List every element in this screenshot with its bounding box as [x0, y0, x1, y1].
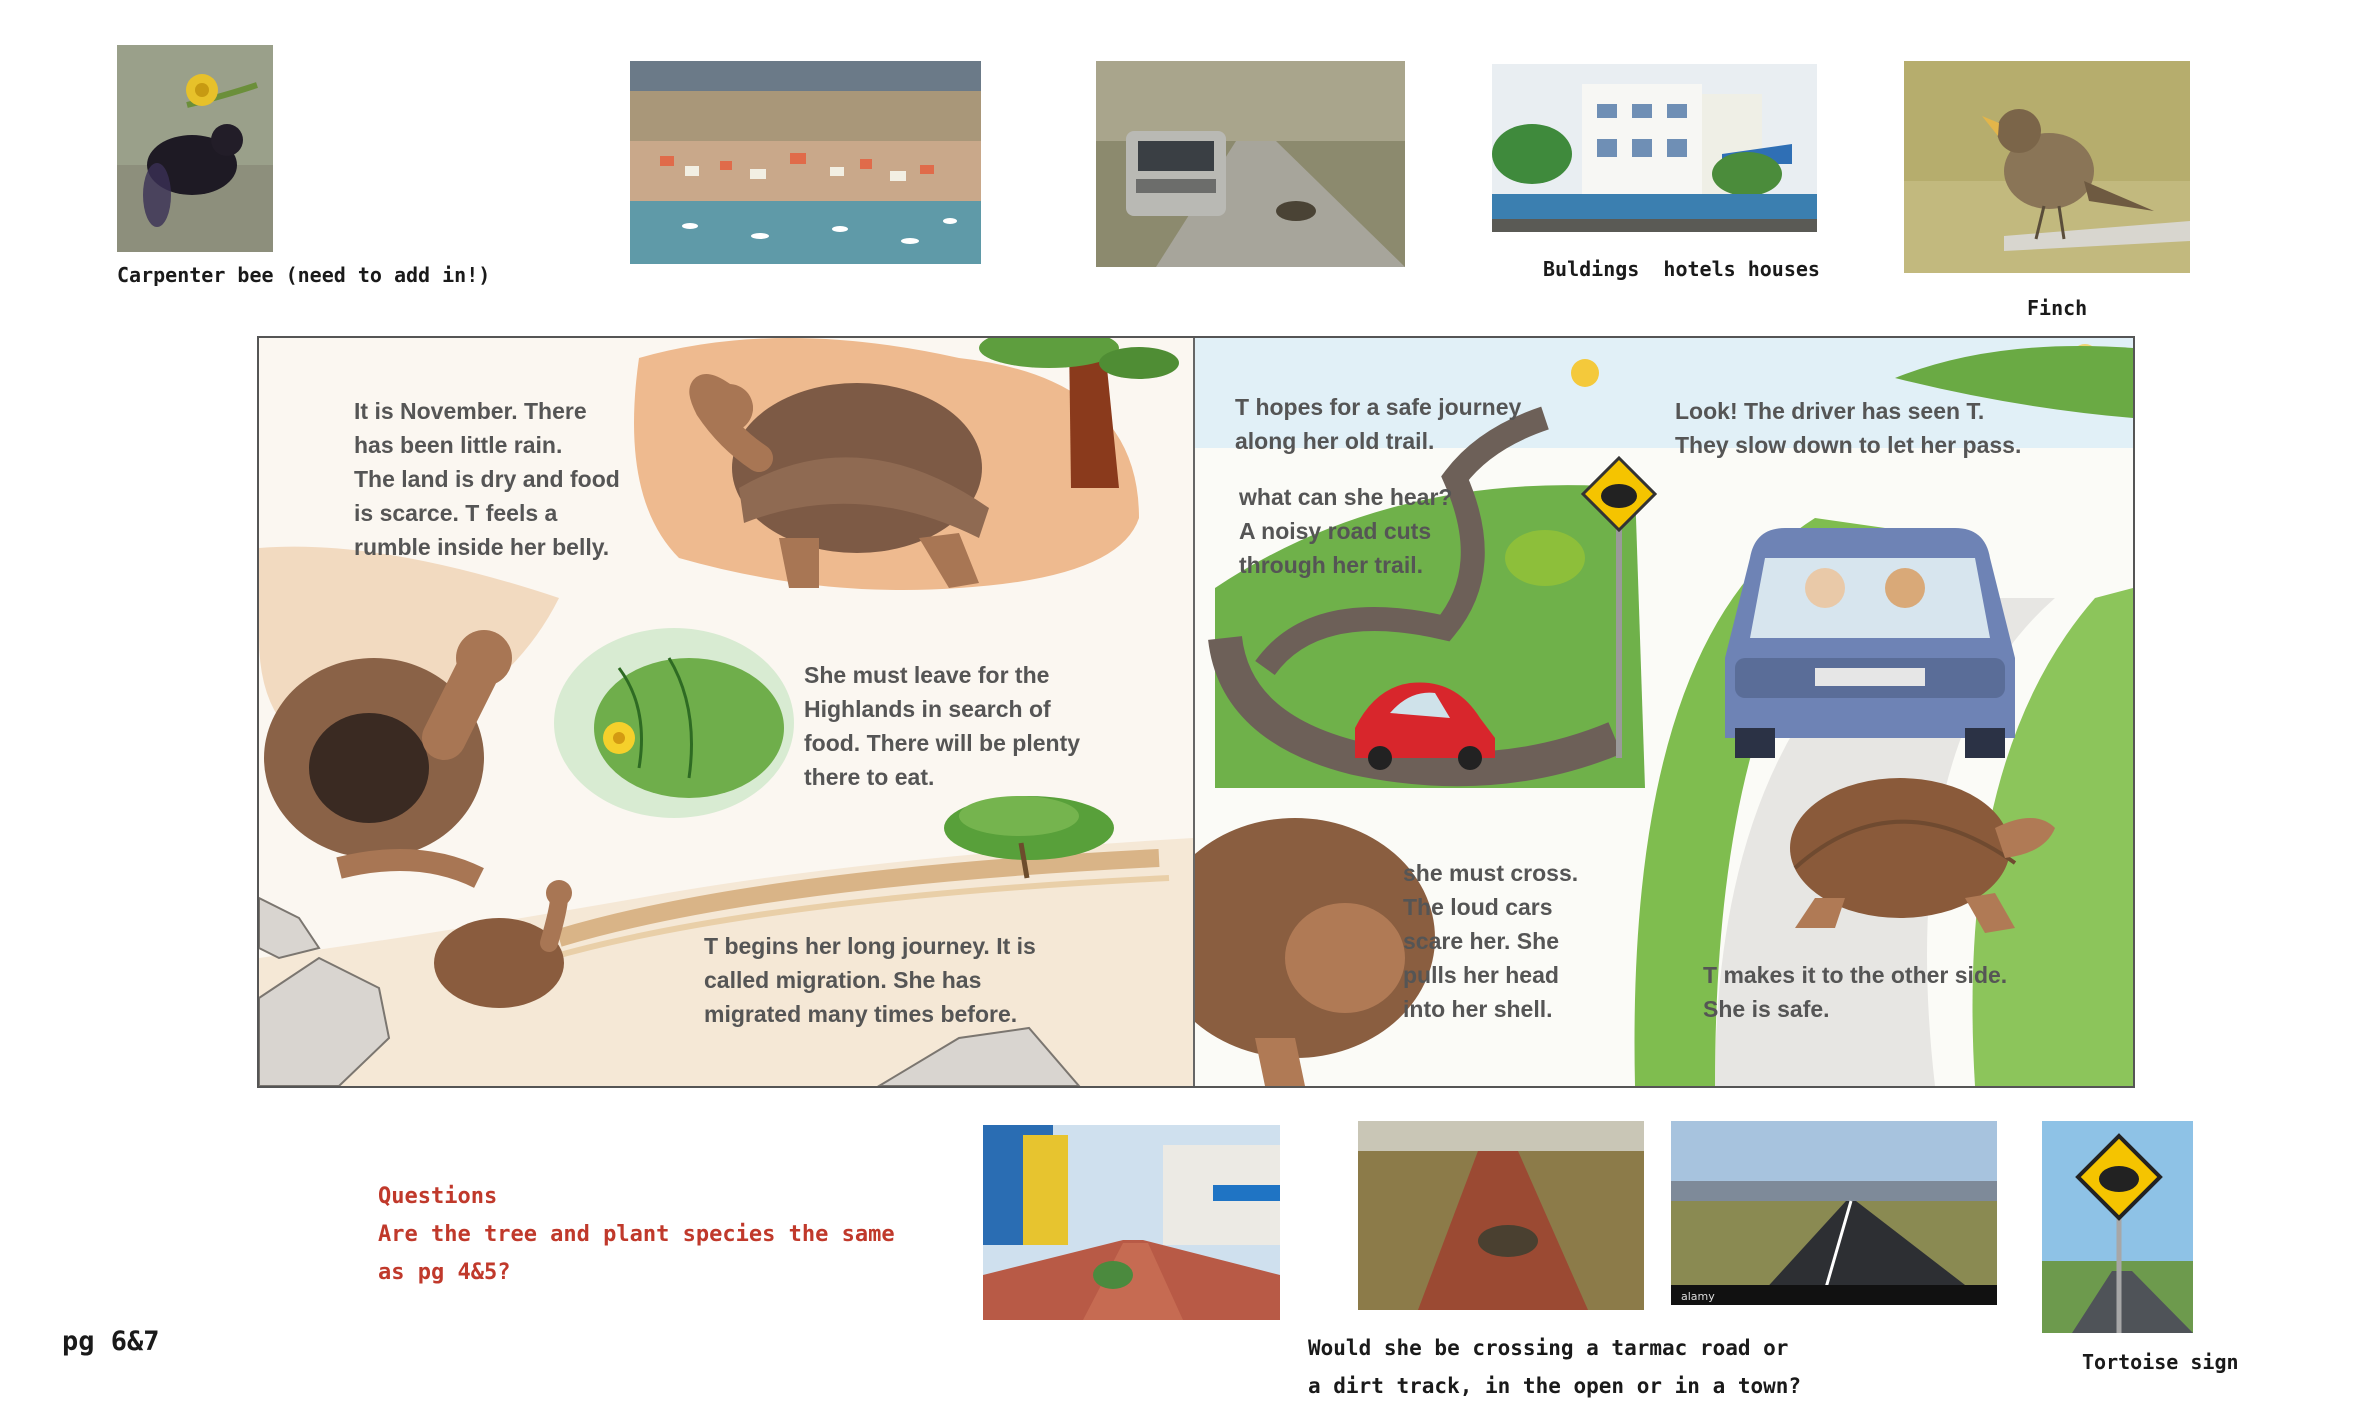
finch-note: Finch	[2027, 296, 2088, 320]
car-and-tortoise-road-photo	[1096, 61, 1405, 267]
left-page	[259, 338, 1193, 1086]
dirt-track-tortoise-photo	[1358, 1121, 1644, 1310]
story-paragraph-3: T begins her long journey. It is called migration. She has migrated many times before.	[704, 933, 1036, 1027]
tortoise-sign-note: Tortoise sign	[2082, 1350, 2239, 1374]
questions-heading: Questions	[378, 1184, 498, 1209]
bee-note: Carpenter bee (need to add in!)	[117, 263, 491, 287]
questions-line-1: Are the tree and plant species the same	[378, 1222, 895, 1247]
story-paragraph-8: T makes it to the other side. She is safe.	[1703, 962, 2008, 1022]
tortoise-sign-photo	[2042, 1121, 2193, 1333]
buildings-photo	[1492, 64, 1817, 232]
right-page	[1195, 338, 2133, 1086]
carpenter-bee-photo	[117, 45, 273, 252]
questions-line-2: as pg 4&5?	[378, 1260, 511, 1285]
page-number-note: pg 6&7	[62, 1326, 160, 1357]
story-paragraph-2: She must leave for the Highlands in search of food. There will be plenty there to eat.	[804, 662, 1081, 790]
story-paragraph-7: Look! The driver has seen T. They slow down to let her pass.	[1675, 398, 2022, 458]
story-paragraph-4: T hopes for a safe journey along her old trail.	[1235, 394, 1522, 454]
story-paragraph-1: It is November. There has been little rain. The land is dry and food is scarce. T feels a rumble inside her belly.	[354, 398, 620, 560]
town-street-photo	[983, 1125, 1280, 1320]
tarmac-road-photo	[1671, 1121, 1997, 1305]
buildings-note: Buldings hotels houses	[1543, 257, 1820, 281]
crossing-question-note: Would she be crossing a tarmac road or a dirt track, in the open or in a town?	[1308, 1336, 1802, 1398]
dream-bubble	[554, 628, 794, 818]
photo-watermark: alamy	[1681, 1290, 1715, 1303]
town-harbour-photo	[630, 61, 981, 264]
storybook-spread	[257, 336, 2135, 1088]
story-paragraph-5: what can she hear? A noisy road cuts through her trail.	[1239, 484, 1453, 578]
finch-photo	[1904, 61, 2190, 273]
blue-car	[1725, 528, 2015, 758]
story-paragraph-6: she must cross. The loud cars scare her. She pulls her head into her shell.	[1403, 860, 1579, 1022]
